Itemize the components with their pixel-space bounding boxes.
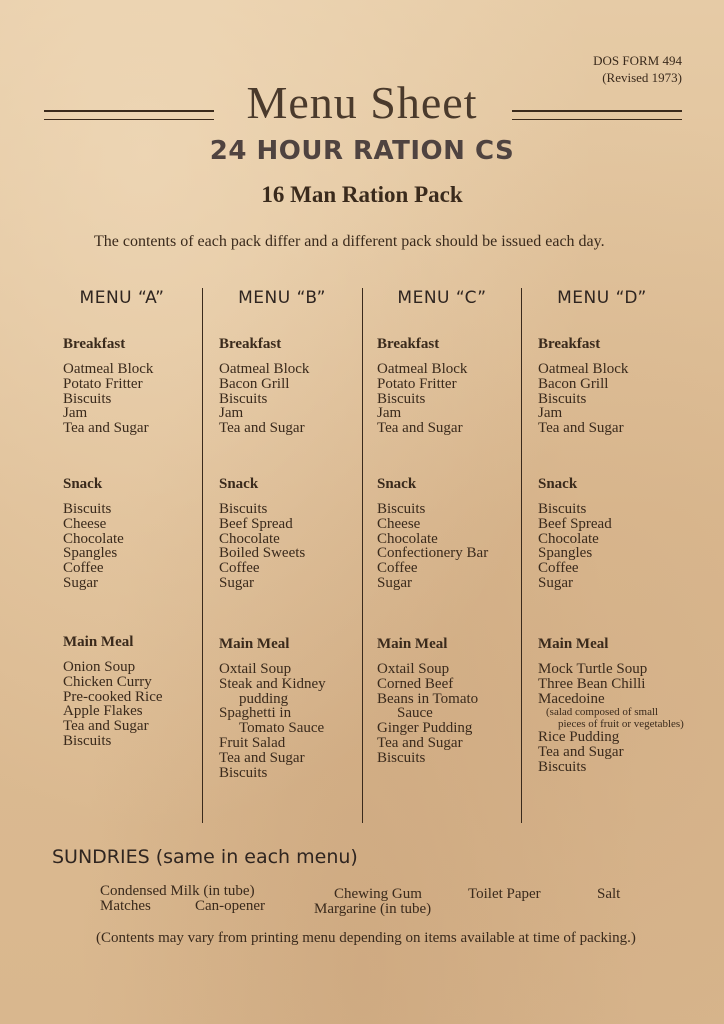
page-title: Menu Sheet bbox=[246, 77, 478, 128]
breakfast-title: Breakfast bbox=[219, 336, 282, 352]
menu-item: Beef Spread bbox=[538, 515, 612, 532]
breakfast-title: Breakfast bbox=[377, 336, 440, 352]
main-meal-title: Main Meal bbox=[219, 636, 290, 652]
menu-item: Ginger Pudding bbox=[377, 720, 473, 737]
menu-item: Coffee bbox=[377, 560, 418, 577]
menu-c-column bbox=[377, 334, 527, 766]
menu-item: Mock Turtle Soup bbox=[538, 661, 648, 677]
menu-item: Chocolate bbox=[219, 530, 280, 547]
menu-b-column bbox=[219, 334, 369, 780]
snack-section bbox=[538, 474, 718, 634]
menu-item: Tea and Sugar bbox=[377, 420, 463, 437]
menu-item: Biscuits bbox=[219, 390, 268, 407]
intro-text: The contents of each pack differ and a different pack should be issued each day. bbox=[94, 233, 605, 250]
breakfast-section bbox=[63, 334, 213, 474]
menu-item: Biscuits bbox=[63, 732, 112, 749]
menu-item: Spaghetti in bbox=[219, 705, 292, 722]
menu-item: Tea and Sugar bbox=[377, 734, 463, 751]
sundry-item: Salt bbox=[597, 886, 621, 902]
main-meal-section bbox=[219, 634, 369, 780]
menu-item: Three Bean Chilli bbox=[538, 675, 646, 692]
form-number: DOS FORM 494 bbox=[593, 53, 682, 68]
pack-size-subtitle: 16 Man Ration Pack bbox=[261, 182, 463, 207]
sundry-item: Can-opener bbox=[195, 898, 265, 914]
menu-item: pudding bbox=[239, 690, 289, 707]
menu-item: Sauce bbox=[397, 705, 433, 722]
menu-item: Biscuits bbox=[63, 501, 112, 517]
snack-section bbox=[377, 474, 527, 634]
menu-item: Tea and Sugar bbox=[63, 718, 149, 735]
menu-c-heading: MENU “C” bbox=[397, 288, 487, 308]
menu-item: Bacon Grill bbox=[538, 375, 609, 392]
menu-item: Biscuits bbox=[538, 390, 587, 407]
menu-b-heading: MENU “B” bbox=[238, 288, 326, 308]
menu-item: Biscuits bbox=[538, 501, 587, 517]
menu-item: Coffee bbox=[538, 560, 579, 577]
menu-item: Beans in Tomato bbox=[377, 690, 479, 707]
menu-item: Cheese bbox=[63, 515, 107, 532]
menu-item: Corned Beef bbox=[377, 675, 454, 692]
main-meal-title: Main Meal bbox=[538, 636, 609, 652]
menu-item: Biscuits bbox=[377, 501, 426, 517]
menu-item: Apple Flakes bbox=[63, 703, 143, 720]
menu-item: Onion Soup bbox=[63, 659, 136, 675]
menu-a-column bbox=[63, 334, 213, 749]
snack-title: Snack bbox=[538, 476, 578, 492]
menu-item: Chocolate bbox=[63, 530, 124, 547]
main-meal-title: Main Meal bbox=[63, 634, 134, 650]
snack-title: Snack bbox=[63, 476, 103, 492]
snack-section bbox=[63, 474, 213, 632]
menu-item: Boiled Sweets bbox=[219, 545, 306, 562]
menu-item: Confectionery Bar bbox=[377, 545, 489, 562]
menu-item: Rice Pudding bbox=[538, 729, 620, 746]
menu-item: Beef Spread bbox=[219, 515, 293, 532]
menu-d-heading: MENU “D” bbox=[557, 288, 647, 308]
menu-item: Chicken Curry bbox=[63, 673, 152, 690]
menu-item: Jam bbox=[538, 405, 563, 422]
form-revision: (Revised 1973) bbox=[602, 70, 682, 85]
ration-type-subtitle: 24 HOUR RATION CS bbox=[209, 136, 515, 166]
main-meal-section bbox=[63, 632, 213, 749]
menu-item: Chocolate bbox=[538, 530, 599, 547]
sundry-item: Margarine (in tube) bbox=[314, 901, 432, 917]
menu-item: Potato Fritter bbox=[377, 375, 457, 392]
menu-item: Sugar bbox=[219, 574, 254, 591]
breakfast-title: Breakfast bbox=[63, 336, 126, 352]
menu-item: Jam bbox=[377, 405, 402, 422]
menu-item: Bacon Grill bbox=[219, 375, 290, 392]
menu-item: Sugar bbox=[63, 574, 98, 591]
sundry-item: Condensed Milk (in tube) bbox=[100, 883, 255, 899]
menu-item: Cheese bbox=[377, 515, 421, 532]
menu-item: Biscuits bbox=[377, 390, 426, 407]
menu-item: Oatmeal Block bbox=[219, 361, 310, 377]
footnote: (Contents may vary from printing menu depending on items available at time of packing.) bbox=[96, 930, 636, 946]
menu-item: Spangles bbox=[538, 545, 593, 562]
main-meal-section bbox=[538, 634, 718, 775]
menu-item: Steak and Kidney bbox=[219, 675, 326, 692]
sundry-item: Matches bbox=[100, 898, 151, 914]
breakfast-section bbox=[377, 334, 527, 474]
sundries-title: SUNDRIES (same in each menu) bbox=[52, 846, 358, 868]
menu-item: Fruit Salad bbox=[219, 734, 286, 751]
menu-item: Coffee bbox=[63, 560, 104, 577]
breakfast-title: Breakfast bbox=[538, 336, 601, 352]
menu-item: Oatmeal Block bbox=[63, 361, 154, 377]
sundry-item: Toilet Paper bbox=[468, 886, 541, 902]
menu-item: Sugar bbox=[538, 574, 573, 591]
menu-item: Sugar bbox=[377, 574, 412, 591]
menu-item: Tomato Sauce bbox=[239, 720, 325, 737]
menu-item: Pre-cooked Rice bbox=[63, 688, 163, 705]
menu-item: Oatmeal Block bbox=[538, 361, 629, 377]
menu-item: Biscuits bbox=[538, 758, 587, 775]
menu-item: Jam bbox=[219, 405, 244, 422]
menu-item: Tea and Sugar bbox=[538, 420, 624, 437]
menu-item: Jam bbox=[63, 405, 88, 422]
menu-item: Tea and Sugar bbox=[219, 749, 305, 766]
breakfast-section bbox=[538, 334, 718, 474]
menu-item: Biscuits bbox=[219, 764, 268, 781]
snack-section bbox=[219, 474, 369, 634]
menu-item: Spangles bbox=[63, 545, 118, 562]
menu-item: Potato Fritter bbox=[63, 375, 143, 392]
snack-title: Snack bbox=[219, 476, 259, 492]
sundry-item: Chewing Gum bbox=[334, 886, 422, 902]
menu-item: Chocolate bbox=[377, 530, 438, 547]
menu-item: Biscuits bbox=[219, 501, 268, 517]
menu-d-column bbox=[538, 334, 718, 775]
menu-item-note: pieces of fruit or vegetables) bbox=[558, 718, 684, 731]
menu-item: Coffee bbox=[219, 560, 260, 577]
menu-item: Oatmeal Block bbox=[377, 361, 468, 377]
menu-item: Tea and Sugar bbox=[538, 744, 624, 761]
menu-item: Tea and Sugar bbox=[219, 420, 305, 437]
main-meal-section bbox=[377, 634, 527, 766]
menu-a-heading: MENU “A” bbox=[79, 288, 165, 308]
breakfast-section bbox=[219, 334, 369, 474]
menu-item: Biscuits bbox=[63, 390, 112, 407]
menu-item: Oxtail Soup bbox=[377, 661, 450, 677]
menu-item: Biscuits bbox=[377, 749, 426, 766]
snack-title: Snack bbox=[377, 476, 417, 492]
menu-item: Macedoine bbox=[538, 690, 605, 707]
menu-item-note: (salad composed of small bbox=[546, 706, 659, 719]
menu-item: Oxtail Soup bbox=[219, 661, 292, 677]
main-meal-title: Main Meal bbox=[377, 636, 448, 652]
menu-item: Tea and Sugar bbox=[63, 420, 149, 437]
